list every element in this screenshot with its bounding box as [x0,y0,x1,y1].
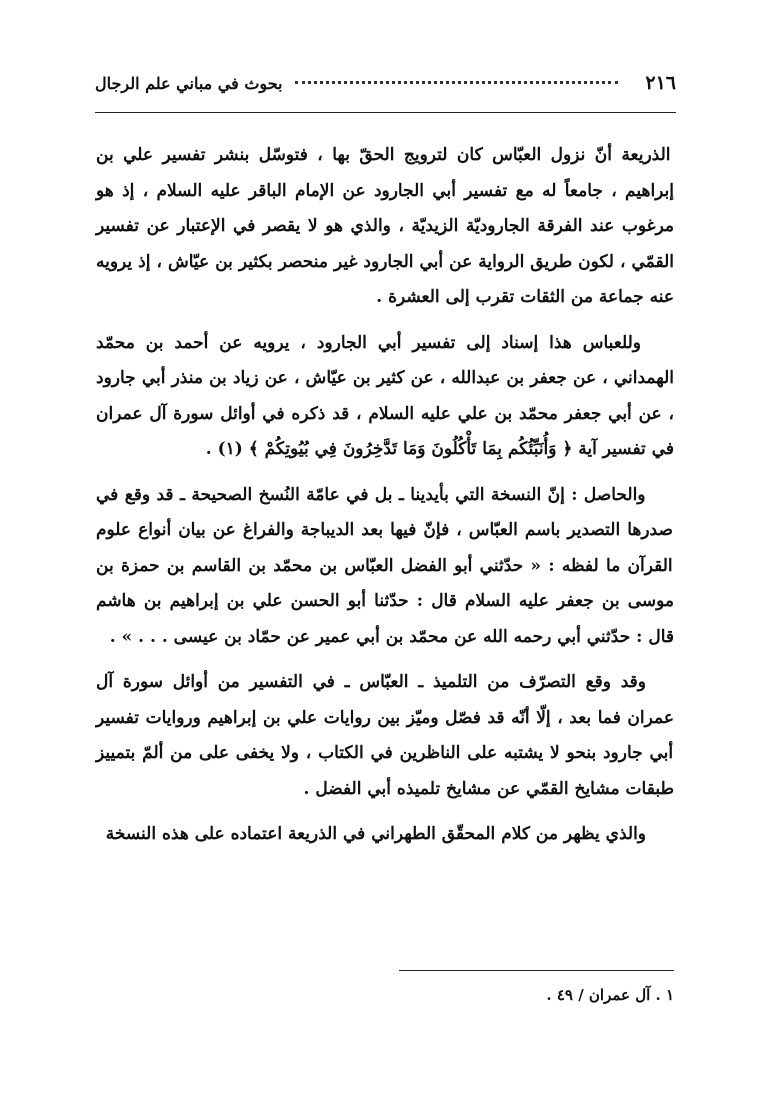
text-line: وللعباس هذا إسناد إلى تفسير أبي الجارود ، يرويه عن أحمد بن محمّد [96,332,641,353]
paragraph [96,138,674,316]
footnote: ١ . آل عمران / ٤٩ . [546,986,674,1004]
text-line: الذريعة أنّ نزول العبّاس كان لترويج الحقّ بها ، فتوسّل بنشر تفسير علي بن [96,145,671,165]
page-header [95,72,676,112]
text-line: موسى بن جعفر عليه السلام قال : حدّثنا أبو الحسن علي بن إبراهيم بن هاشم قال : حدّثني [96,591,674,647]
text-line: والذي يظهر من كلام المحقّق الطهراني في الذريعة اعتماده على هذه النسخة [105,824,646,844]
page-body [96,138,674,853]
header-rule [95,112,676,113]
text-line: إبراهيم ، جامعاً له مع تفسير أبي الجارود عن الإمام الباقر عليه السلام ، إذ هو مرغوب [96,180,674,236]
paragraph [96,326,674,468]
header-leader-dots [295,81,618,84]
paragraph [96,817,674,853]
text-line: فما بعد ، إلّا أنّه قد فصّل وميّز بين روايات علي بن إبراهيم وروايات تفسير أبي [96,707,674,763]
text-line: القرآن ما لفظه : « حدّثني أبو الفضل العبّاس بن محمّد بن القاسم بن حمزة بن [96,555,673,576]
running-title: بحوث في مباني علم الرجال [95,74,283,93]
paragraph [96,478,674,656]
text-line: أبي رحمه الله عن محمّد بن أبي عمير عن حمّاد بن عيسى . . . » . [109,626,581,647]
text-line: جارود ، عن أبي جعفر محمّد بن علي عليه السلام ، قد ذكره في أوائل سورة آل عمران في [96,368,674,459]
text-line: وقد وقع التصرّف من التلميذ ـ العبّاس ـ في التفسير من أوائل سورة آل عمران [96,672,674,728]
text-line: الهمداني ، عن جعفر بن عبدالله ، عن كثير بن عيّاش ، عن زياد بن منذر أبي [135,368,674,388]
text-line: لكون طريق الرواية عن أبي الجارود غير منحصر بكثير بن عيّاش ، إذ يرويه عنه [96,251,674,307]
footnote-rule [399,970,674,971]
text-line: صدرها التصدير باسم العبّاس ، فإنّ فيها بعد الديباجة والفراغ عن بيان أنواع علوم [96,520,673,540]
text-line: جارود بنحو لا يشتبه على الناظرين في الكتاب ، ولا يخفى على من ألمّ بتمييز [96,743,643,763]
text-line: تفسير آية ﴿ وَأُنَبِّئُكُم بِمَا تَأْكُلُونَ وَمَا تَدَّخِرُونَ فِي بُيُوتِكُمْ ﴾ (١) . [205,439,646,459]
text-line: عند الفرقة الجاروديّة الزيديّة ، والذي هو لا يقصر في الإعتبار عن تفسير القمّي ، [96,216,674,272]
text-line: والحاصل : إنّ النسخة التي بأيدينا ـ بل في عامّة النُسخ الصحيحة ـ قد وقع في [96,484,646,505]
page-number: ٢١٦ [645,72,676,94]
text-line: طبقات مشايخ القمّي عن مشايخ تلميذه أبي الفضل . [303,778,674,799]
text-line: جماعة من الثقات تقرب إلى العشرة . [376,287,644,307]
paragraph [96,665,674,807]
